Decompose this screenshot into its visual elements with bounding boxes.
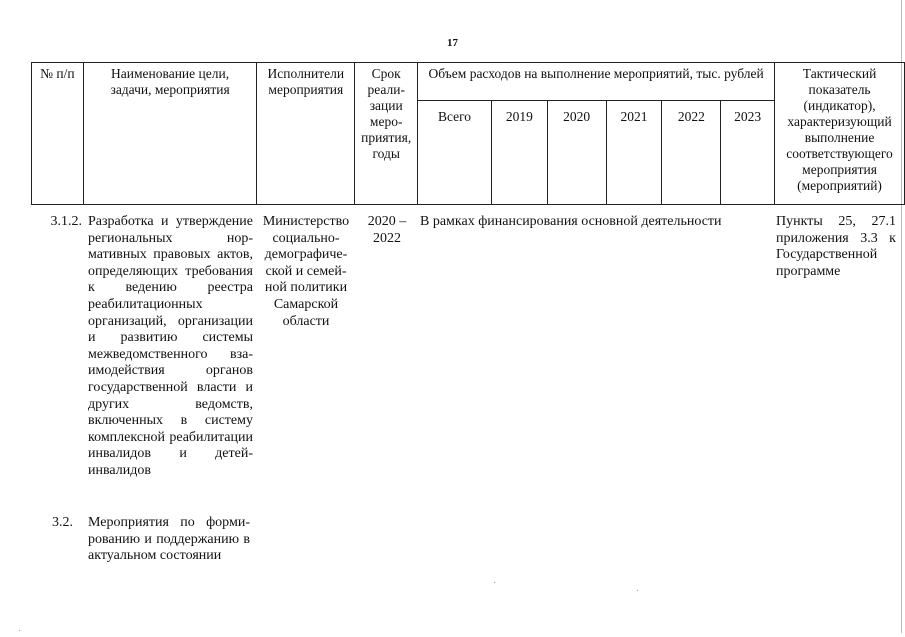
header-table [31, 62, 905, 205]
header-col-no: № п/п [32, 63, 84, 205]
row-3-1-2-name: Разработка и утверждение региональных нормативных правовых актов, определяющих требования к ведению реестра реабилитационных организаций, организации и развитию системы межведомственного взаимодействия органов государственной власти и других ведомств, включенных в систему комплексной реабилитации инвалидов и детей-инвалидов [88, 214, 253, 478]
row-3-1-2-term: 2020 – 2022 [367, 214, 407, 246]
page-number: 17 [447, 37, 458, 49]
header-col-name: Наименование цели, задачи, мероприятия [83, 63, 257, 205]
header-col-cost: Объем расходов на выполнение мероприятий, тыс. рублей [418, 63, 775, 101]
scan-speck: · [493, 578, 497, 589]
row-3-2-name: Мероприятия по формированию и поддержанию в актуальном состоянии [88, 515, 250, 564]
row-3-1-2-indicator: Пункты 25, 27.1 приложения 3.3 к Государственной программе [776, 214, 896, 279]
header-col-term: Срок реализации мероприятия, годы [355, 63, 418, 205]
header-year-2021: 2021 [606, 101, 662, 205]
scan-speck: · [636, 586, 640, 597]
scan-speck: · [18, 626, 22, 637]
row-3-1-2-executor: Министерство социально-демографической и семейной политики Самарской области [262, 214, 350, 329]
header-year-2023: 2023 [721, 101, 775, 205]
header-year-2019: 2019 [491, 101, 547, 205]
row-3-1-2-number: 3.1.2. [50, 214, 82, 229]
header-col-total: Всего [418, 101, 492, 205]
row-3-1-2-cost: В рамках финансирования основной деятельности [420, 214, 722, 229]
header-col-executor: Исполнители мероприятия [257, 63, 355, 205]
row-3-2-number: 3.2. [52, 515, 73, 530]
header-year-2020: 2020 [547, 101, 606, 205]
header-col-indicator: Тактический показатель (индикатор), характеризующий выполнение соответствующего мероприятия (мероприятий) [775, 63, 905, 205]
header-year-2022: 2022 [662, 101, 721, 205]
